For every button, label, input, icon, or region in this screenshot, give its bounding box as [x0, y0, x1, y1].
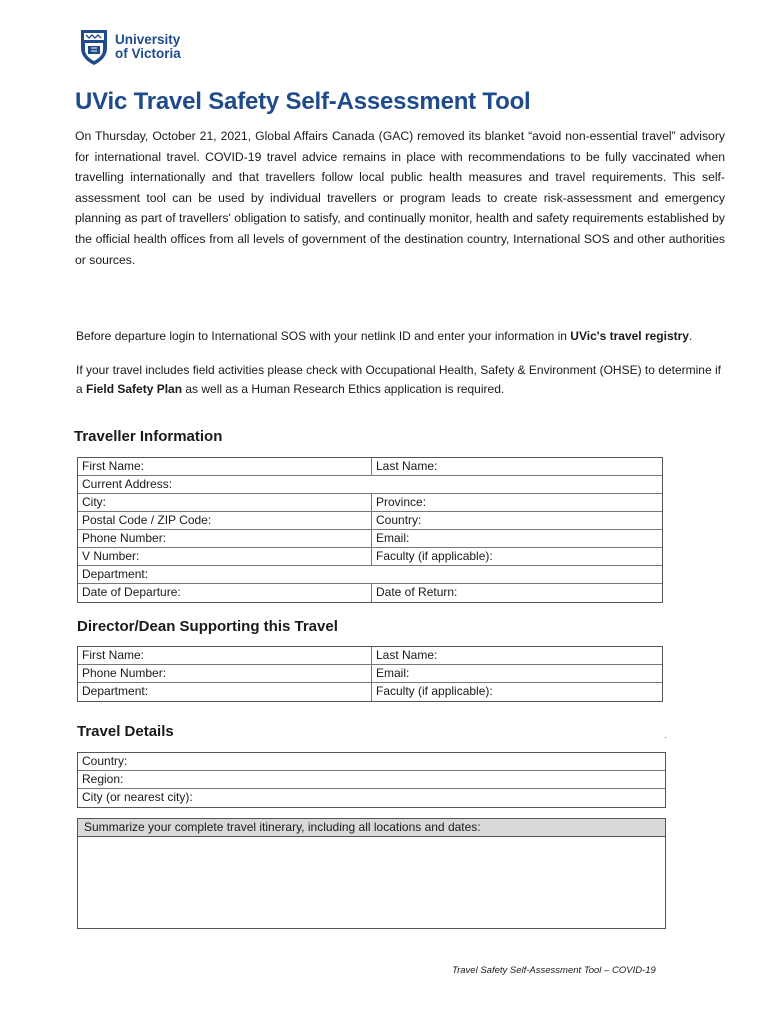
table-row: [78, 476, 662, 494]
travel-region-field[interactable]: Region:: [82, 772, 124, 786]
field-safety-text-end: as well as a Human Research Ethics application is required.: [182, 381, 505, 396]
itinerary-summary-label: Summarize your complete travel itinerary, including all locations and dates:: [78, 819, 665, 837]
traveller-last-name-field[interactable]: Last Name:: [376, 459, 438, 473]
table-row: [78, 683, 662, 701]
director-faculty-field[interactable]: Faculty (if applicable):: [376, 684, 493, 698]
registry-link-text: UVic's travel registry: [570, 329, 689, 343]
traveller-faculty-field[interactable]: Faculty (if applicable):: [376, 549, 493, 563]
travel-details-heading: Travel Details: [77, 723, 174, 740]
registry-text-end: .: [688, 329, 693, 343]
table-row: [78, 530, 662, 548]
table-row: [78, 753, 665, 771]
crest-icon: [79, 28, 109, 66]
registry-text: Before departure login to International SOS with your netlink ID and enter your information in: [76, 329, 571, 343]
table-row: [78, 566, 662, 584]
traveller-province-field[interactable]: Province:: [376, 495, 427, 509]
table-row: [78, 789, 665, 807]
table-row: [78, 548, 662, 566]
director-table: [77, 646, 663, 702]
itinerary-summary-input[interactable]: [78, 837, 665, 928]
traveller-info-heading: Traveller Information: [74, 428, 223, 445]
director-department-field[interactable]: Department:: [78, 683, 372, 701]
table-row: [78, 665, 662, 683]
traveller-return-date-field[interactable]: Date of Return:: [376, 585, 458, 599]
director-first-name-field[interactable]: First Name:: [78, 647, 372, 664]
traveller-phone-field[interactable]: Phone Number:: [78, 530, 372, 547]
itinerary-summary-box: [77, 818, 666, 929]
director-last-name-field[interactable]: Last Name:: [376, 648, 438, 662]
traveller-address-field[interactable]: Current Address:: [82, 477, 173, 491]
travel-details-table: [77, 752, 666, 808]
travel-country-field[interactable]: Country:: [82, 754, 128, 768]
table-row: [78, 647, 662, 665]
logo-line-1: University: [115, 32, 181, 47]
director-heading: Director/Dean Supporting this Travel: [77, 618, 338, 635]
travel-city-field[interactable]: City (or nearest city):: [82, 790, 193, 804]
registry-paragraph: [76, 327, 726, 346]
table-row: [78, 512, 662, 530]
intro-paragraph: On Thursday, October 21, 2021, Global Affairs Canada (GAC) removed its blanket “avoid non-essential travel” advisory for international travel. COVID-19 travel advice remains in place with recommendations to be fully vaccinated when travelling internationally and that travellers follow local public health measures and travel requirements. This self-assessment tool can be used by individual travellers or program leads to create risk-assessment and emergency planning as part of travellers' obligation to satisfy, and continually monitor, health and safety requirements established by the official health offices from all levels of government of the destination country, International SOS and other authorities or sources.: [75, 129, 725, 267]
traveller-country-field[interactable]: Country:: [376, 513, 422, 527]
logo-wordmark: [115, 33, 181, 61]
field-safety-paragraph: [76, 361, 726, 398]
traveller-email-field[interactable]: Email:: [376, 531, 410, 545]
field-safety-plan-text: Field Safety Plan: [86, 381, 183, 396]
table-row: [78, 458, 662, 476]
director-phone-field[interactable]: Phone Number:: [78, 665, 372, 682]
director-email-field[interactable]: Email:: [376, 666, 410, 680]
field-safety-text: If your travel includes field activities please check with Occupational Health, Safety & Environment (OHSE) to determine if a: [76, 363, 721, 396]
university-logo: [79, 28, 181, 66]
stray-mark: .: [664, 730, 667, 741]
page-footer: Travel Safety Self-Assessment Tool – COVID-19: [452, 965, 656, 976]
traveller-departure-date-field[interactable]: Date of Departure:: [78, 584, 372, 602]
page-title: UVic Travel Safety Self-Assessment Tool: [75, 88, 531, 115]
traveller-vnumber-field[interactable]: V Number:: [78, 548, 372, 565]
traveller-first-name-field[interactable]: First Name:: [78, 458, 372, 475]
traveller-department-field[interactable]: Department:: [82, 567, 149, 581]
table-row: [78, 494, 662, 512]
table-row: [78, 771, 665, 789]
traveller-info-table: [77, 457, 663, 603]
traveller-city-field[interactable]: City:: [78, 494, 372, 511]
traveller-postal-field[interactable]: Postal Code / ZIP Code:: [78, 512, 372, 529]
table-row: [78, 584, 662, 602]
logo-line-2: of Victoria: [115, 46, 181, 61]
